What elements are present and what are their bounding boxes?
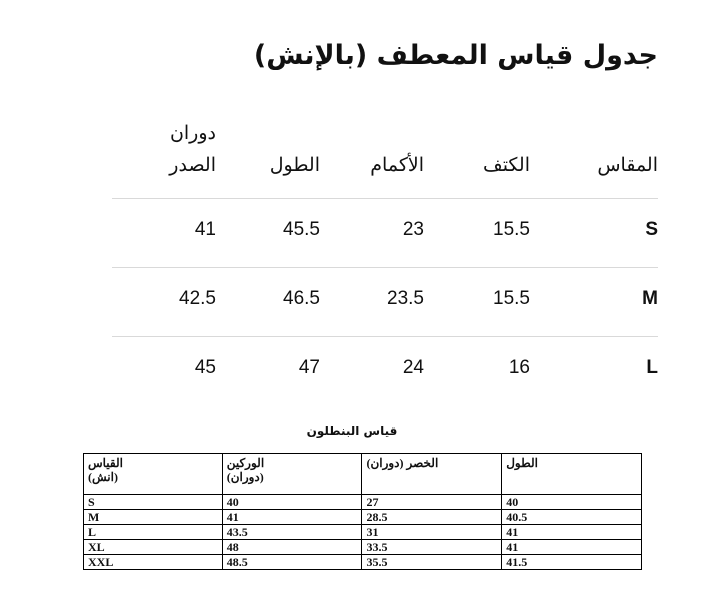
pants-size: L bbox=[84, 525, 223, 540]
row-length: 47 bbox=[298, 357, 320, 378]
pants-length: 40 bbox=[502, 495, 642, 510]
pants-hips: 40 bbox=[222, 495, 362, 510]
header-chest bbox=[169, 118, 216, 182]
table-row bbox=[84, 555, 642, 570]
header-length: الطول bbox=[269, 155, 320, 176]
row-size: S bbox=[645, 219, 658, 240]
pants-header-length-text: الطول bbox=[506, 456, 538, 470]
pants-size: XXL bbox=[84, 555, 223, 570]
table-row bbox=[84, 495, 642, 510]
coat-table-header bbox=[112, 118, 658, 199]
row-length: 45.5 bbox=[283, 219, 320, 240]
pants-hips: 43.5 bbox=[222, 525, 362, 540]
row-shoulder: 16 bbox=[508, 357, 530, 378]
pants-waist: 31 bbox=[362, 525, 502, 540]
pants-length: 41 bbox=[502, 525, 642, 540]
row-sleeves: 23 bbox=[402, 219, 424, 240]
pants-length: 41 bbox=[502, 540, 642, 555]
pants-header-waist-text: الخصر (دوران) bbox=[366, 456, 439, 470]
pants-size: XL bbox=[84, 540, 223, 555]
pants-waist: 27 bbox=[362, 495, 502, 510]
pants-hips: 41 bbox=[222, 510, 362, 525]
pants-header-length bbox=[502, 454, 642, 495]
row-sleeves: 23.5 bbox=[387, 288, 424, 309]
coat-chart-title: جدول قياس المعطف (بالإنش) bbox=[253, 40, 658, 71]
header-size: المقاس bbox=[597, 155, 658, 176]
pants-header-size-line2: (انش) bbox=[88, 470, 118, 484]
table-row bbox=[84, 525, 642, 540]
pants-hips: 48.5 bbox=[222, 555, 362, 570]
pants-length: 40.5 bbox=[502, 510, 642, 525]
pants-header-size-line1: القياس bbox=[88, 456, 123, 470]
pants-size: S bbox=[84, 495, 223, 510]
row-shoulder: 15.5 bbox=[493, 288, 530, 309]
pants-header-hips bbox=[222, 454, 362, 495]
pants-header-size bbox=[84, 454, 223, 495]
pants-chart-title: قياس البنطلون bbox=[306, 424, 398, 438]
pants-waist: 33.5 bbox=[362, 540, 502, 555]
row-shoulder: 15.5 bbox=[493, 219, 530, 240]
pants-length: 41.5 bbox=[502, 555, 642, 570]
pants-hips: 48 bbox=[222, 540, 362, 555]
row-chest: 41 bbox=[194, 219, 216, 240]
row-size: M bbox=[642, 288, 658, 309]
pants-waist: 28.5 bbox=[362, 510, 502, 525]
row-sleeves: 24 bbox=[402, 357, 424, 378]
pants-size: M bbox=[84, 510, 223, 525]
header-chest-line2: الصدر bbox=[169, 155, 216, 176]
pants-size-table bbox=[83, 453, 642, 570]
row-chest: 45 bbox=[194, 357, 216, 378]
pants-table-header bbox=[84, 454, 642, 495]
pants-header-waist bbox=[362, 454, 502, 495]
header-sleeves: الأكمام bbox=[370, 155, 424, 176]
coat-row-m bbox=[112, 268, 658, 337]
coat-size-table bbox=[112, 118, 658, 405]
pants-header-hips-line1: الوركين bbox=[226, 456, 265, 470]
header-chest-line1: دوران bbox=[169, 123, 216, 144]
pants-waist: 35.5 bbox=[362, 555, 502, 570]
table-row bbox=[84, 510, 642, 525]
coat-row-s bbox=[112, 199, 658, 268]
row-size: L bbox=[646, 357, 658, 378]
coat-row-l bbox=[112, 337, 658, 405]
row-chest: 42.5 bbox=[179, 288, 216, 309]
pants-header-hips-line2: (دوران) bbox=[226, 470, 264, 484]
header-shoulder: الكتف bbox=[483, 155, 530, 176]
table-row bbox=[84, 540, 642, 555]
row-length: 46.5 bbox=[283, 288, 320, 309]
